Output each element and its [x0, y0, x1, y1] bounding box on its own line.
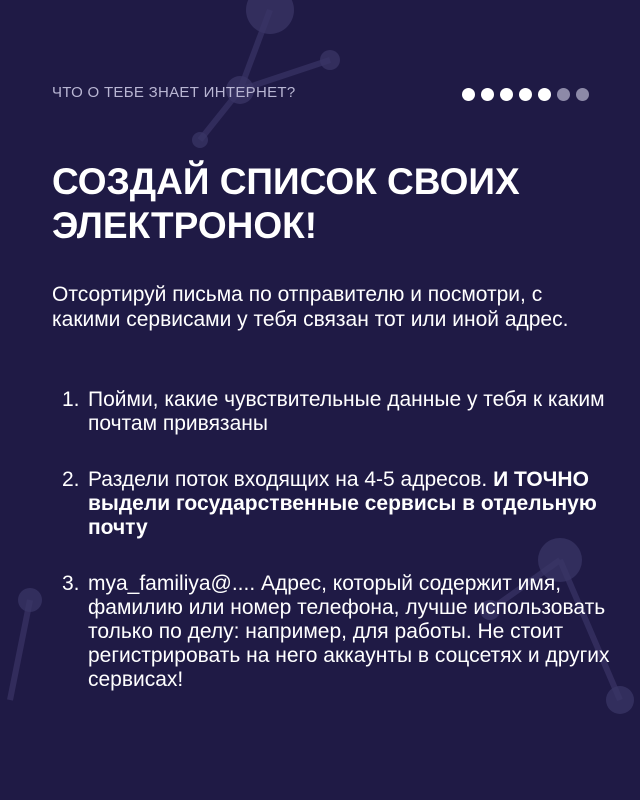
list-item-text: mya_familiya@.... Адрес, который содержит имя, фамилию или номер телефона, лучше использовать только по делу: например, для работы. Не стоит регистрировать на него аккаунты в соцсетях и других сервисах!: [88, 572, 610, 691]
list-item: [62, 388, 610, 436]
progress-dot: [576, 88, 589, 101]
slide-heading: СОЗДАЙ СПИСОК СВОИХ ЭЛЕКТРОНОК!: [52, 161, 520, 246]
progress-dot: [538, 88, 551, 101]
progress-dot: [481, 88, 494, 101]
list-item-number: 2.: [62, 468, 80, 491]
list-item-text: Раздели поток входящих на 4-5 адресов.: [88, 468, 488, 491]
series-title: ЧТО О ТЕБЕ ЗНАЕТ ИНТЕРНЕТ?: [52, 84, 296, 101]
list-item-number: 1.: [62, 388, 80, 411]
progress-dot: [557, 88, 570, 101]
slide-progress-dots: [462, 88, 589, 101]
progress-dot: [500, 88, 513, 101]
progress-dot: [519, 88, 532, 101]
list-item-emphasis: И ТОЧНО выдели государственные сервисы в отдельную почту: [88, 468, 597, 539]
intro-paragraph: Отсортируй письма по отправителю и посмотри, с какими сервисами у тебя связан тот или иной адрес.: [52, 283, 569, 331]
list-item: [62, 468, 610, 540]
list-item-number: 3.: [62, 572, 80, 595]
list-item: [62, 572, 610, 692]
list-item-text: Пойми, какие чувствительные данные у тебя к каким почтам привязаны: [88, 388, 605, 435]
progress-dot: [462, 88, 475, 101]
